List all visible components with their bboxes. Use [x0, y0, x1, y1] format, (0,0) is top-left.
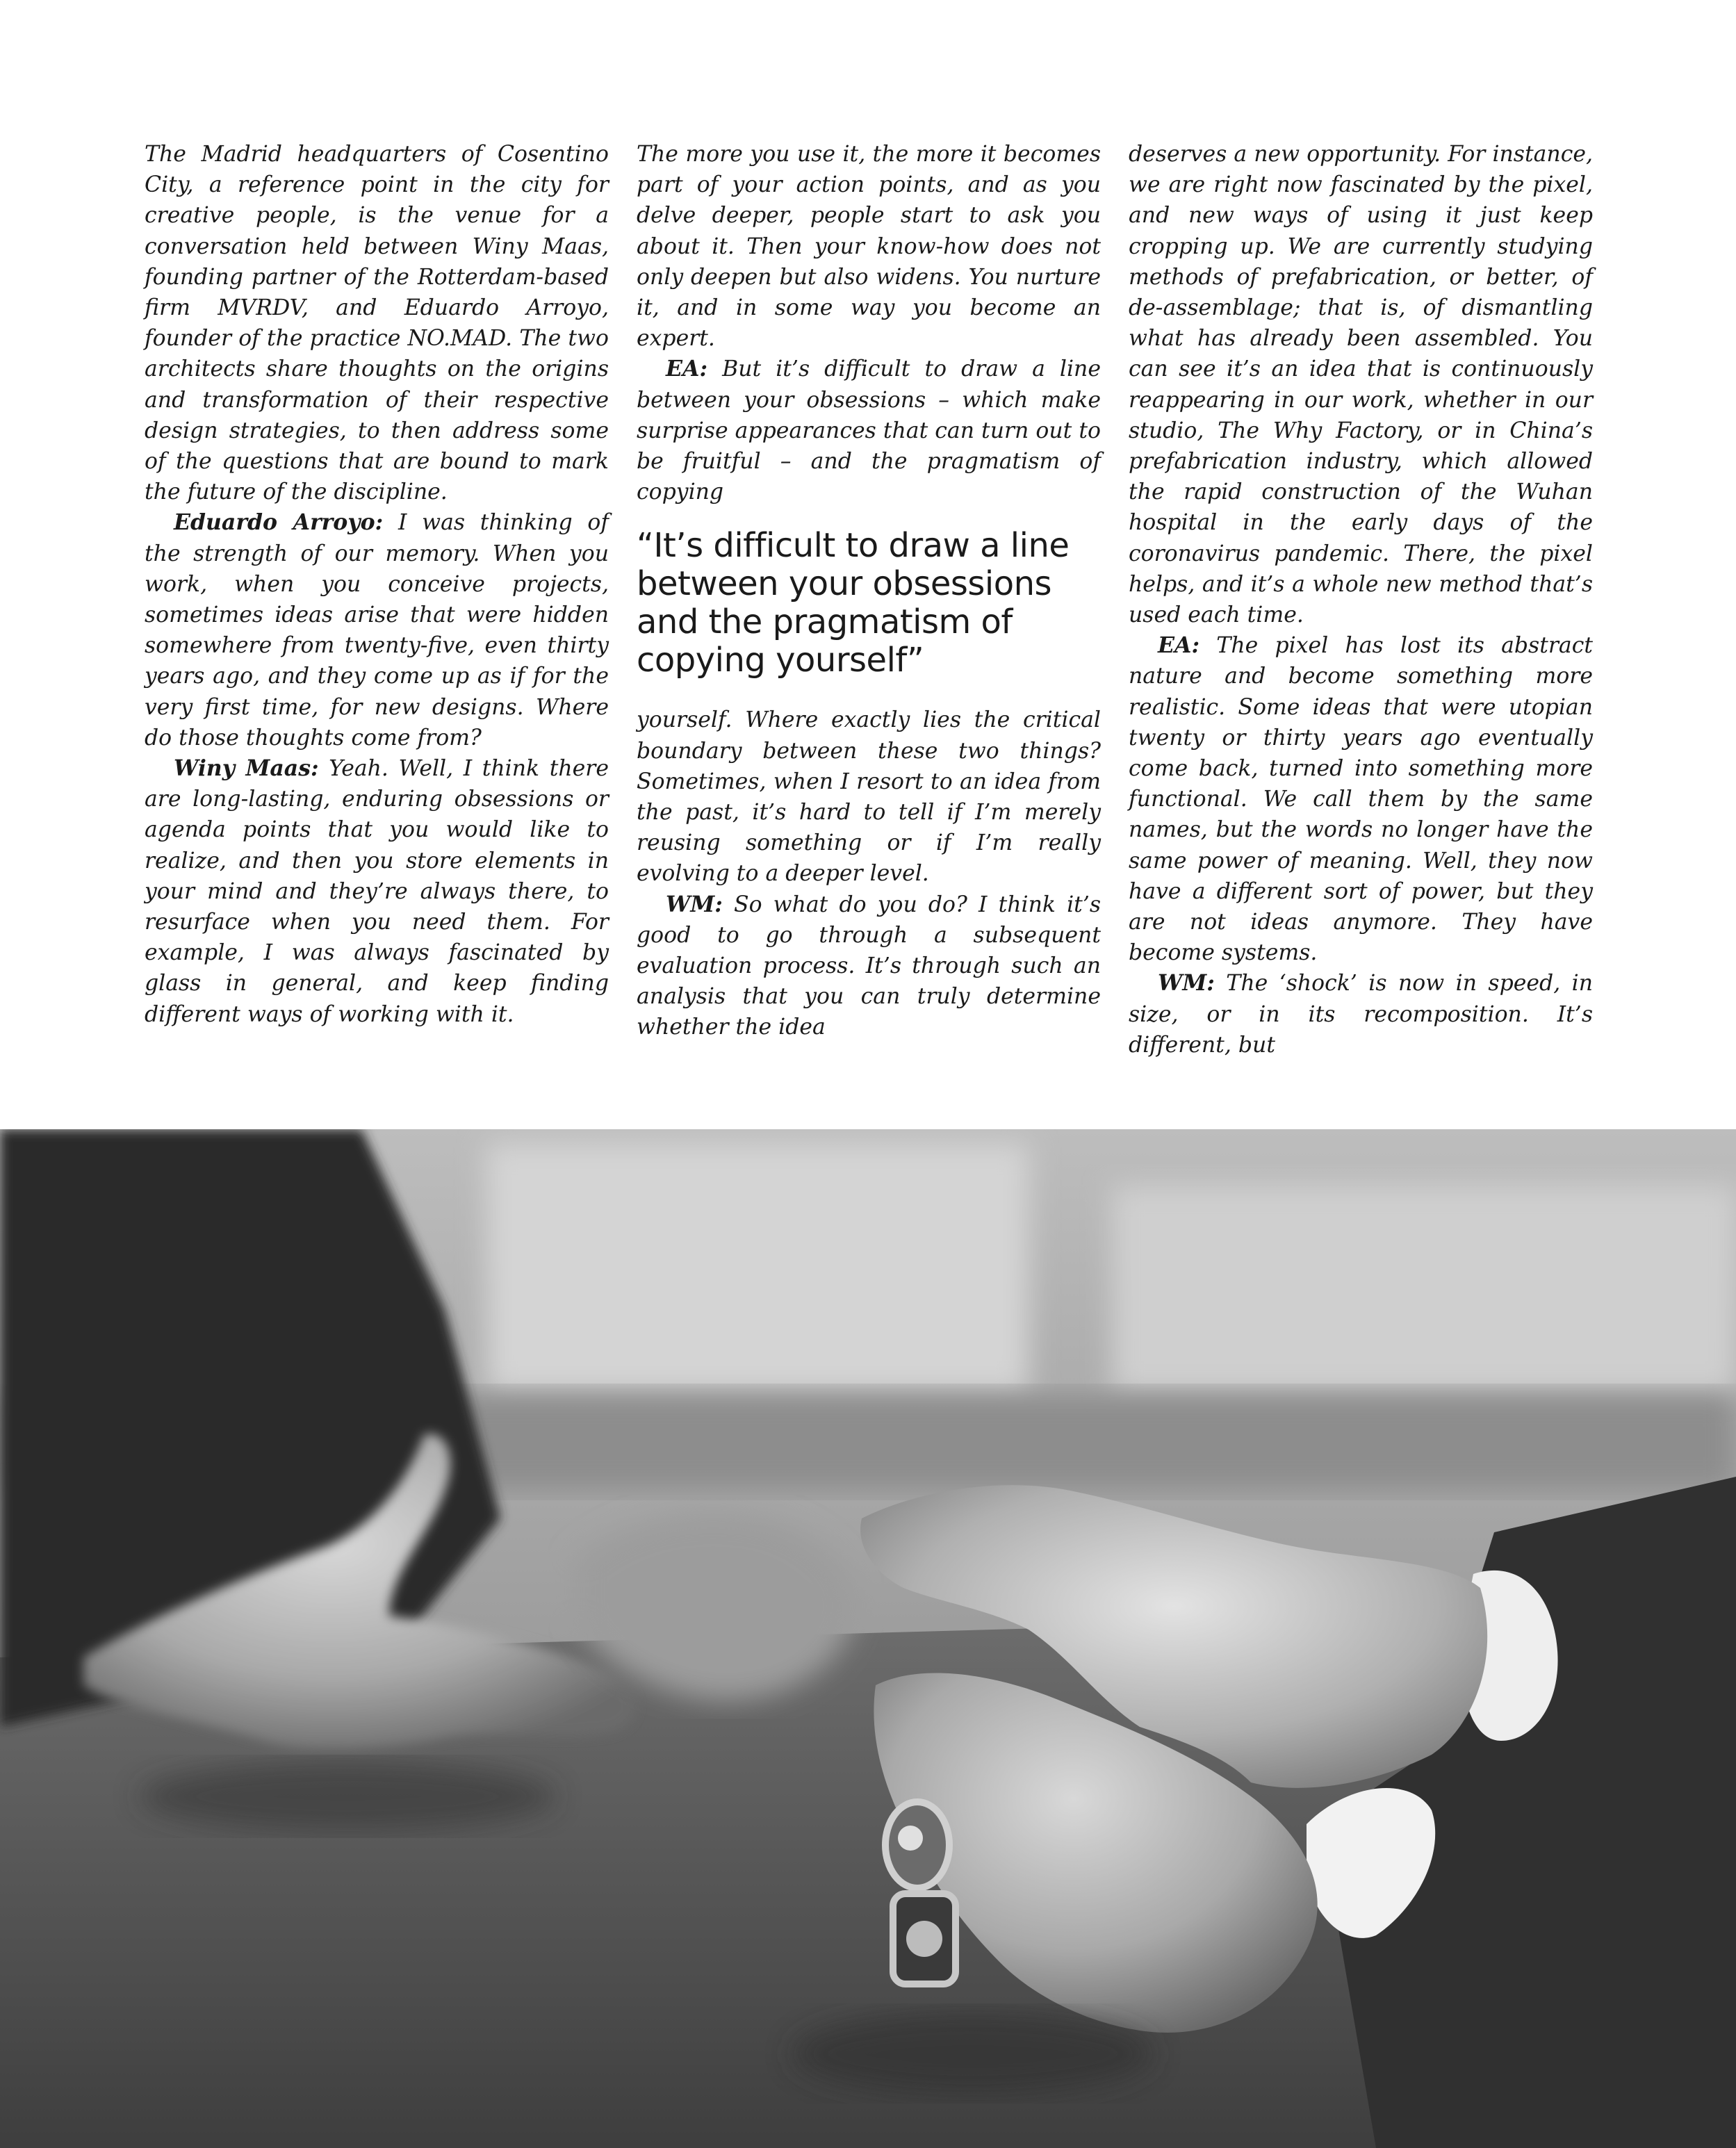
paragraph-ea: EA: The pixel has lost its abstract nature and become something more realistic. Some ideas that were utopian twenty or thirty years ago eventually come back, turned into something more functional. We call them by the same names, but the words no longer have the same power of meaning. Well, they now have a different sort of power, but they are not ideas anymore. They have become systems.	[1129, 632, 1593, 966]
speaker-label: Eduardo Arroyo:	[174, 509, 384, 536]
paragraph-winy-maas: Winy Maas: Yeah. Well, I think there are long-lasting, enduring obsessions or agenda points that you would like to realize, and then you store elements in your mind and they’re always there, to resurface when you need them. For example, I was always fascinated by glass in general, and keep finding different ways of working with it.	[145, 755, 609, 1027]
intro-paragraph: The Madrid headquarters of Cosentino City, a reference point in the city for creative people, is the venue for a conversation held between Winy Maas, founding partner of the Rotterdam-based firm MVRDV, and Eduardo Arroyo, founder of the practice NO.MAD. The two architects share thoughts on the origins and transformation of their respective design strategies, to then address some of the questions that are bound to mark the future of the discipline.	[145, 142, 609, 505]
text-column-3	[1129, 139, 1593, 1060]
speaker-label: WM:	[666, 891, 723, 917]
speaker-label: WM:	[1158, 970, 1215, 997]
paragraph-eduardo-arroyo: Eduardo Arroyo: I was thinking of the strength of our memory. When you work, when you conceive projects, sometimes ideas arise that were hidden somewhere from twenty-five, even thirty years ago, and they come up as if for the very first time, for new designs. Where do those thoughts come from?	[145, 509, 609, 751]
hands-photo-illustration	[0, 1129, 1736, 2148]
paragraph-continued: yourself. Where exactly lies the critical boundary between these two things? Sometimes, when I resort to an idea from the past, it’s hard to tell if I’m merely reusing something or if I’m really evolving to a deeper level.	[637, 707, 1101, 887]
pull-quote: “It’s difficult to draw a line between your obsessions and the pragmatism of copying yourself”	[637, 526, 1070, 680]
speaker-label: EA:	[666, 356, 708, 382]
text-column-1	[145, 139, 609, 1030]
paragraph-wm: WM: The ‘shock’ is now in speed, in size, or in its recomposition. It’s different, but	[1129, 970, 1593, 1058]
paragraph-continued: deserves a new opportunity. For instance, we are right now fascinated by the pixel, and new ways of using it just keep cropping up. We are currently studying methods of prefabrication, or better, of de-assemblage; that is, of dismantling what has already been assembled. You can see it’s an idea that is continuously reappearing in our work, whether in our studio, The Why Factory, or in China’s prefabrication industry, which allowed the rapid construction of the Wuhan hospital in the early days of the coronavirus pandemic. There, the pixel helps, and it’s a whole new method that’s used each time.	[1129, 142, 1593, 628]
paragraph-ea: EA: But it’s difficult to draw a line between your obsessions – which make surprise appearances that can turn out to be fruitful – and the pragmatism of copying	[637, 356, 1101, 505]
hands-photograph	[0, 1129, 1736, 2148]
speaker-label: EA:	[1158, 632, 1200, 659]
paragraph-continued: The more you use it, the more it becomes part of your action points, and as you delve deeper, people start to ask you about it. Then your know-how does not only deepen but also widens. You nurture it, and in some way you become an expert.	[637, 142, 1101, 352]
speaker-label: Winy Maas:	[174, 755, 319, 782]
text-column-2	[637, 139, 1101, 1043]
paragraph-wm: WM: So what do you do? I think it’s good to go through a subsequent evaluation process. It’s through such an analysis that you can truly determine whether the idea	[637, 891, 1101, 1040]
